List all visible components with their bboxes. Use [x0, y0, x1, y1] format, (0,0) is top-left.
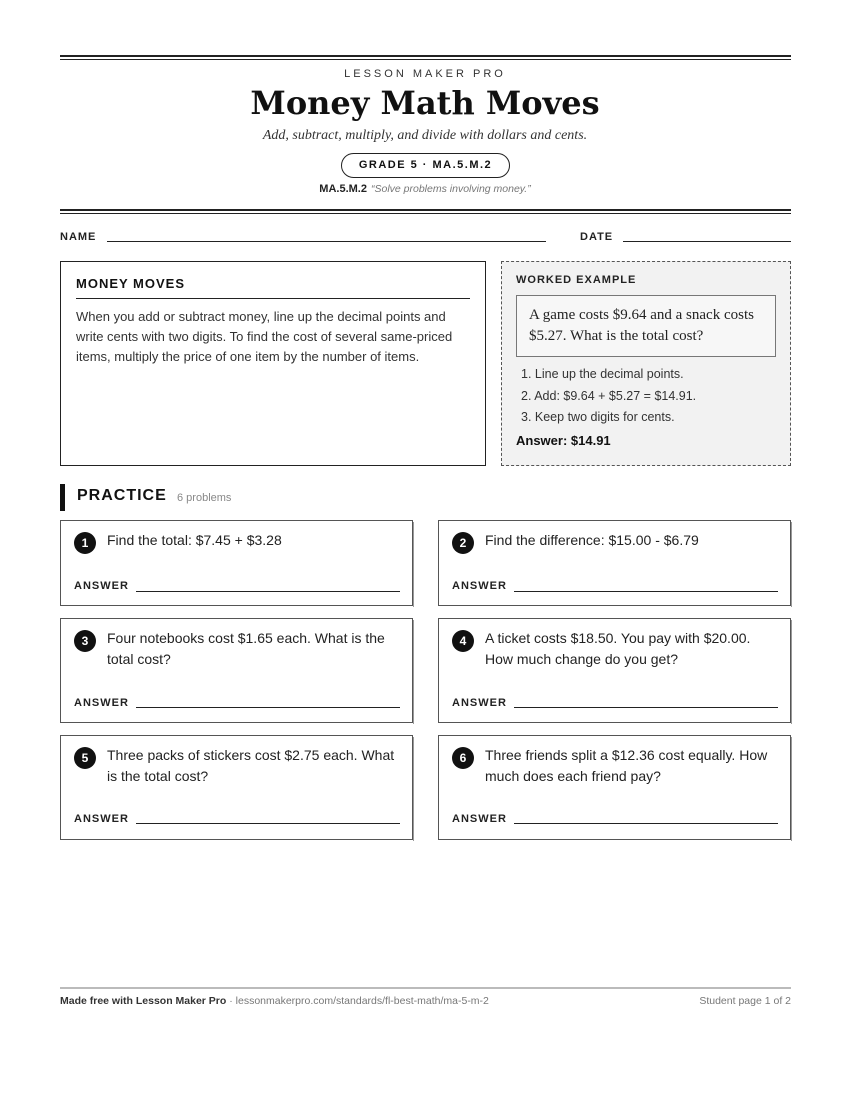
- date-field-line[interactable]: [623, 241, 791, 242]
- brand-name: LESSON MAKER PRO: [344, 68, 506, 80]
- problem-number-badge: 3: [74, 630, 96, 652]
- name-field-line[interactable]: [107, 241, 546, 242]
- problem-text: Three friends split a $12.36 cost equally. How much does each friend pay?: [485, 747, 768, 784]
- problem-text: Find the difference: $15.00 - $6.79: [485, 532, 699, 548]
- problem-number-badge: 1: [74, 532, 96, 554]
- worked-example-step: 2. Add: $9.64 + $5.27 = $14.91.: [521, 388, 697, 403]
- problem-card-5: [60, 735, 413, 840]
- top-double-rule: [60, 55, 791, 60]
- problem-card-1: [60, 520, 413, 606]
- problem-number-badge: 6: [452, 747, 474, 769]
- answer-line[interactable]: [514, 707, 778, 708]
- practice-count: 6 problems: [177, 492, 232, 504]
- answer-label: ANSWER: [452, 813, 507, 825]
- name-label: NAME: [60, 231, 97, 243]
- worked-example-step: 1. Line up the decimal points.: [521, 367, 684, 381]
- page-subtitle: Add, subtract, multiply, and divide with dollars and cents.: [262, 128, 588, 143]
- problem-number-badge: 2: [452, 532, 474, 554]
- answer-line[interactable]: [136, 707, 400, 708]
- concept-title: MONEY MOVES: [76, 276, 470, 299]
- standard-code: MA.5.M.2: [319, 183, 367, 195]
- answer-line[interactable]: [136, 591, 400, 592]
- answer-label: ANSWER: [452, 580, 507, 592]
- concept-box: [60, 261, 486, 466]
- worked-example-step: 3. Keep two digits for cents.: [521, 410, 675, 424]
- footer-made-with: Made free with Lesson Maker Pro: [60, 995, 227, 1007]
- worked-example-answer: Answer: $14.91: [516, 432, 611, 448]
- practice-title: PRACTICE: [77, 487, 167, 504]
- answer-line[interactable]: [514, 823, 778, 824]
- worked-example-title: WORKED EXAMPLE: [516, 274, 637, 286]
- answer-label: ANSWER: [452, 697, 507, 709]
- worked-example-steps: [516, 364, 776, 429]
- footer-url[interactable]: · lessonmakerpro.com/standards/fl-best-math/ma-5-m-2: [226, 995, 489, 1007]
- problem-card-4: [438, 618, 791, 723]
- header-bottom-double-rule: [60, 209, 791, 214]
- answer-label: ANSWER: [74, 580, 129, 592]
- problem-card-6: [438, 735, 791, 840]
- problem-number-badge: 5: [74, 747, 96, 769]
- page-title: Money Math Moves: [250, 84, 600, 122]
- grade-badge: GRADE 5 · MA.5.M.2: [341, 153, 510, 178]
- standard-line: [0, 183, 850, 195]
- standard-text: “Solve problems involving money.”: [370, 183, 531, 195]
- answer-label: ANSWER: [74, 697, 129, 709]
- problem-text: Four notebooks cost $1.65 each. What is the total cost?: [107, 630, 385, 667]
- problem-number-badge: 4: [452, 630, 474, 652]
- date-label: DATE: [580, 231, 614, 243]
- answer-label: ANSWER: [74, 813, 129, 825]
- problem-card-3: [60, 618, 413, 723]
- answer-line[interactable]: [136, 823, 400, 824]
- answer-line[interactable]: [514, 591, 778, 592]
- practice-accent-bar: [60, 484, 65, 511]
- worked-example-box: [501, 261, 791, 466]
- concept-body: When you add or subtract money, line up the decimal points and write cents with two digits. To find the cost of several same-priced items, multiply the price of one item by the number of items.: [76, 309, 453, 364]
- footer-credit: [60, 995, 489, 1007]
- worked-example-problem: A game costs $9.64 and a snack costs $5.27. What is the total cost?: [516, 295, 776, 357]
- problem-text: Three packs of stickers cost $2.75 each. What is the total cost?: [107, 747, 395, 784]
- problem-text: Find the total: $7.45 + $3.28: [107, 532, 282, 548]
- problem-text: A ticket costs $18.50. You pay with $20.00. How much change do you get?: [485, 630, 751, 667]
- footer-rule: [60, 987, 791, 989]
- footer-page-number: Student page 1 of 2: [699, 995, 791, 1007]
- problem-card-2: [438, 520, 791, 606]
